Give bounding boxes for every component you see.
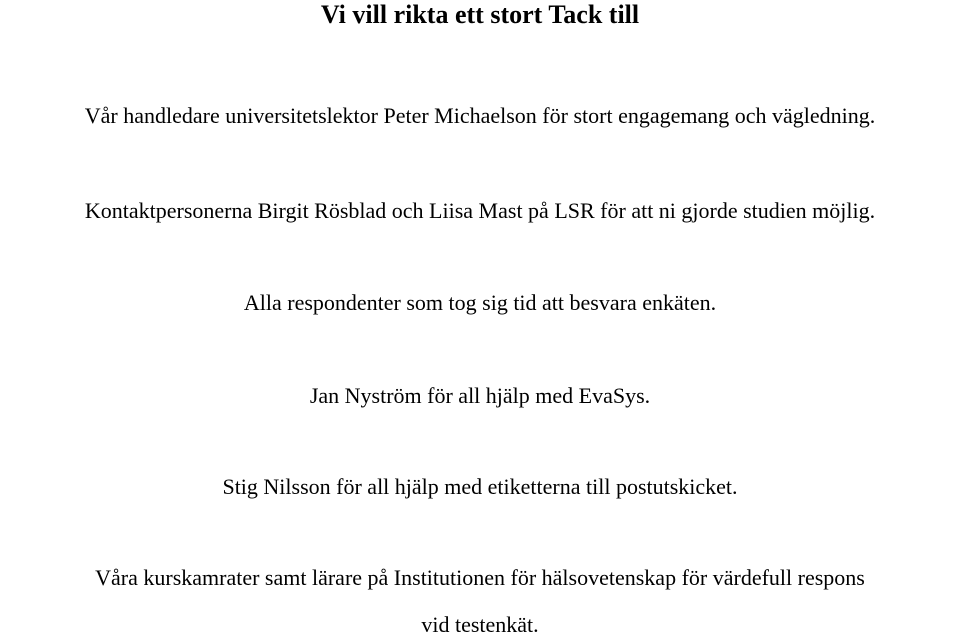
acknowledgement-classmates: Våra kurskamrater samt lärare på Institutionen för hälsovetenskap för värdefull respons — [95, 565, 865, 590]
acknowledgement-classmates-continued: vid testenkät. — [421, 612, 539, 637]
acknowledgement-labels: Stig Nilsson för all hjälp med etiketterna till postutskicket. — [222, 474, 738, 499]
acknowledgement-supervisor: Vår handledare universitetslektor Peter Michaelson för stort engagemang och vägledning. — [84, 103, 876, 128]
acknowledgement-contact-persons: Kontaktpersonerna Birgit Rösblad och Liisa Mast på LSR för att ni gjorde studien möjlig. — [84, 198, 876, 223]
page-title: Vi vill rikta ett stort Tack till — [320, 0, 640, 29]
acknowledgement-respondents: Alla respondenter som tog sig tid att besvara enkäten. — [243, 290, 717, 315]
acknowledgement-evasys: Jan Nyström för all hjälp med EvaSys. — [309, 383, 651, 408]
